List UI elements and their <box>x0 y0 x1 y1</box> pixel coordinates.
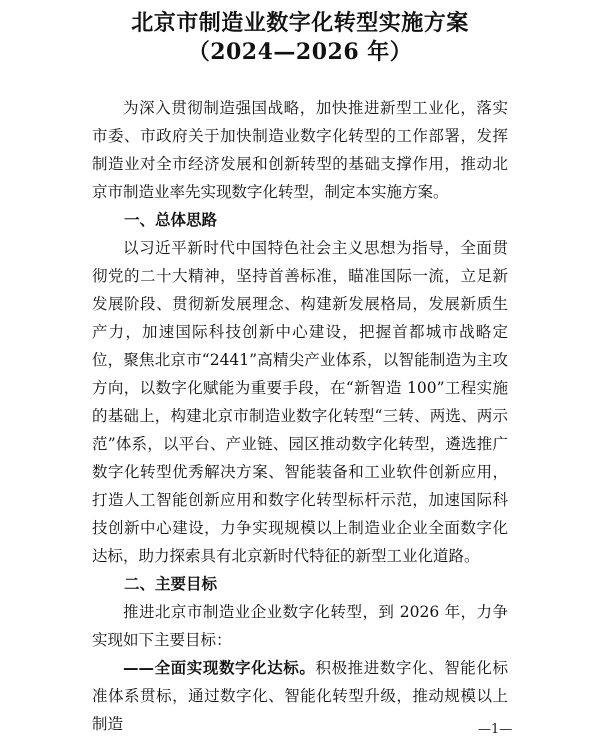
overall-approach-paragraph: 以习近平新时代中国特色社会主义思想为指导，全面贯彻党的二十大精神，坚持首善标准，瞄准国际一流，立足新发展阶段、贯彻新发展理念、构建新发展格局，发展新质生产力，加速国际科技创新中心建设，把握首都城市战略定位，聚焦北京市“2441”高精尖产业体系，以智能制造为主攻方向，以数字化赋能为重要手段，在“新智造 100”工程实施的基础上，构建北京市制造业数字化转型“三转、两选、两示范”体系，以平台、产业链、园区推动数字化转型，遴选推广数字化转型优秀解决方案、智能装备和工业软件创新应用，打造人工智能创新应用和数字化转型标杆示范，加速国际科技创新中心建设，力争实现规模以上制造业企业全面数字化达标，助力探索具有北京新时代特征的新型工业化道路。 <box>92 239 508 565</box>
goal-digital-compliance-paragraph <box>92 654 508 738</box>
goal-body-text: 积极推进数字化、智能化标准体系贯标，通过数字化、智能化转型升级，推动规模以上制造 <box>92 659 508 733</box>
intro-paragraph: 为深入贯彻制造强国战略，加快推进新型工业化，落实市委、市政府关于加快制造业数字化转型的工作部署，发挥制造业对全市经济发展和创新转型的基础支撑作用，推动北京市制造业率先实现数字化转型，制定本实施方案。 <box>92 99 508 201</box>
section-heading-overall-approach: 一、总体思路 <box>124 211 218 229</box>
page-number: —1— <box>478 722 513 737</box>
section-heading-main-goals: 二、主要目标 <box>124 575 218 593</box>
goal-lead-text: ——全面实现数字化达标。 <box>123 659 316 677</box>
document-title: 北京市制造业数字化转型实施方案 <box>131 10 469 36</box>
main-goals-paragraph: 推进北京市制造业企业数字化转型，到 2026 年，力争实现如下主要目标： <box>92 603 508 649</box>
document-subtitle-years: （2024—2026 年） <box>187 39 413 65</box>
